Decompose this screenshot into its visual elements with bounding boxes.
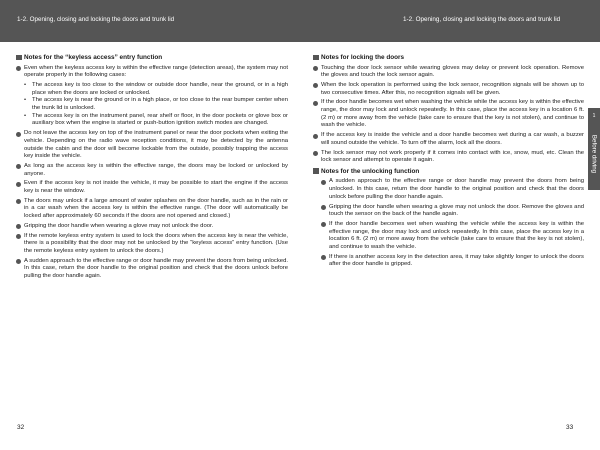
- section-title-text: Notes for the unlocking function: [321, 167, 420, 175]
- header-right-title: 1-2. Opening, closing and locking the doors and trunk lid: [403, 16, 561, 23]
- bullet-dot-icon: [313, 134, 318, 139]
- section-title: [313, 53, 584, 62]
- bullet-item: [313, 132, 584, 147]
- bullet-dot-icon: [313, 151, 318, 156]
- right-page: [313, 53, 584, 271]
- bullet-item: [313, 150, 584, 165]
- bullet-item: [16, 233, 288, 256]
- bullet-dot-icon: [16, 259, 21, 264]
- bullet-dot-icon: [313, 66, 318, 71]
- bullet-text: If the access key is inside the vehicle and a door handle becomes wet during a car wash, a buzzer will sound outside the vehicle. To turn off the alarm, lock all the doors.: [321, 132, 584, 146]
- section-title: [313, 167, 584, 176]
- bullet-item: [16, 198, 288, 221]
- left-page: [16, 53, 288, 283]
- square-bullet-icon: [16, 55, 22, 61]
- bullet-text: Gripping the door handle when wearing a glove may not unlock the door.: [24, 222, 214, 229]
- bullet-dot-icon: [313, 83, 318, 88]
- bullet-item: [313, 99, 584, 130]
- sub-bullet-dash-icon: •: [24, 97, 27, 104]
- bullet-item: [321, 254, 584, 269]
- bullet-dot-icon: [321, 180, 326, 185]
- bullet-text: The doors may unlock if a large amount of water splashes on the door handle, such as in the rain or in a car wash when the access key is within the effective range. (The door will automatically be locked after approximately 60 seconds if the doors are not opened and closed.): [24, 197, 288, 220]
- bullet-item: [321, 204, 584, 219]
- page-number-left: 32: [17, 424, 25, 431]
- bullet-text: The lock sensor may not work properly if it comes into contact with ice, snow, mud, etc. Clean the lock sensor and attempt to operate it again.: [321, 149, 584, 164]
- bullet-item: [313, 82, 584, 97]
- bullet-text: Do not leave the access key on top of the instrument panel or near the door pockets when exiting the vehicle. Depending on the radio wave reception conditions, it may be detected by the antenna outside the cabin and the door will become lockable from the outside, possibly trapping the access key inside the vehicle.: [24, 130, 288, 160]
- bullet-text: Touching the door lock sensor while wearing gloves may delay or prevent lock operation. Remove the gloves and touch the lock sensor again.: [321, 64, 584, 79]
- chapter-number: 1: [592, 113, 596, 119]
- bullet-dot-icon: [16, 199, 21, 204]
- section-title-text: Notes for locking the doors: [321, 54, 405, 61]
- bullet-dot-icon: [16, 182, 21, 187]
- bullet-text: A sudden approach to the effective range or door handle may prevent the doors from being unlocked. In this case, return the door handle to the original position and check that the doors unlock before pulling the door handle again.: [24, 257, 288, 280]
- square-bullet-icon: [313, 55, 319, 61]
- bullet-dot-icon: [313, 101, 318, 106]
- section-title-text: Notes for the “keyless access” entry function: [24, 54, 163, 61]
- header-left-title: 1-2. Opening, closing and locking the doors and trunk lid: [17, 16, 175, 23]
- sub-bullet-item: [24, 113, 288, 128]
- bullet-text: If the remote keyless entry system is used to lock the doors when the access key is near the vehicle, there is a possibility that the door may not be unlocked by the “keyless access” entry function. (Use the remote keyless entry system to unlock the doors.): [24, 232, 288, 254]
- bullet-text: When the lock operation is performed using the lock sensor, recognition signals will be shown up to two consecutive times. After this, no recognition signals will be given.: [321, 81, 584, 96]
- bullet-dot-icon: [16, 66, 21, 71]
- sub-bullet-dash-icon: •: [24, 112, 27, 119]
- bullet-dot-icon: [321, 222, 326, 227]
- bullet-text: Even if the access key is not inside the vehicle, it may be possible to start the engine if the access key is near the window.: [24, 180, 288, 195]
- bullet-item: [16, 130, 288, 161]
- bullet-item: [321, 221, 584, 252]
- bullet-text: Even when the keyless access key is within the effective range (detection areas), the system may not operate properly in the following cases:: [24, 64, 288, 79]
- sub-bullet-item: [24, 97, 288, 112]
- bullet-item: [16, 180, 288, 195]
- bullet-text: If the door handle becomes wet when washing the vehicle while the access key is within the effective range, the door may lock and unlock repeatedly. In this case, place the access key in a location 6 ft. (2 m) or more away from the vehicle (take care to ensure that the key is not stolen), and continue to wash the vehicle.: [321, 99, 584, 129]
- sub-bullet-text: The access key is too close to the window or outside door handle, near the ground, or in a high place when the doors are locked or unlocked.: [32, 81, 288, 96]
- chapter-side-tab: [588, 108, 600, 190]
- section-title: [16, 53, 288, 62]
- sub-bullet-text: The access key is on the instrument panel, rear shelf or floor, in the door pockets or glove box or auxiliary box when the engine is started or push-button ignition switch modes are changed.: [32, 112, 288, 127]
- bullet-dot-icon: [321, 205, 326, 210]
- bullet-item: [16, 223, 288, 231]
- bullet-item: [313, 65, 584, 80]
- bullet-text: If the door handle becomes wet when washing the vehicle while the access key is within the effective range, the door may lock and unlock repeatedly. In this case, place the access key in a location 6 ft. (2 m) or more away from the vehicle (take care to ensure that the key is not stolen), and continue to wash the vehicle.: [329, 220, 584, 251]
- bullet-item: [16, 65, 288, 80]
- bullet-dot-icon: [16, 234, 21, 239]
- bullet-dot-icon: [16, 132, 21, 137]
- sub-bullet-item: [24, 82, 288, 97]
- chapter-label: Before driving: [590, 134, 598, 174]
- bullet-dot-icon: [16, 164, 21, 169]
- page-number-right: 33: [566, 424, 574, 431]
- bullet-text: If there is another access key in the detection area, it may take slightly longer to unlock the doors after the door handle is gripped.: [329, 253, 584, 268]
- sub-bullet-text: The access key is near the ground or in a high place, or too close to the rear bumper center when the trunk lid is unlocked.: [32, 97, 288, 112]
- bullet-text: Gripping the door handle when wearing a glove may not unlock the door. Remove the gloves and touch the sensor on the back of the handle again.: [329, 203, 584, 218]
- page-header: [0, 0, 600, 42]
- bullet-dot-icon: [16, 224, 21, 229]
- sub-bullet-dash-icon: •: [24, 81, 27, 88]
- bullet-text: As long as the access key is within the effective range, the doors may be locked or unlocked by anyone.: [24, 162, 288, 177]
- bullet-item: [16, 258, 288, 281]
- bullet-item: [321, 178, 584, 201]
- bullet-dot-icon: [321, 255, 326, 260]
- square-bullet-icon: [313, 168, 319, 174]
- bullet-text: A sudden approach to the effective range or door handle may prevent the doors from being unlocked. In this case, return the door handle to the original position and check that the doors unlock before pulling the door handle again.: [329, 178, 584, 200]
- bullet-item: [16, 163, 288, 178]
